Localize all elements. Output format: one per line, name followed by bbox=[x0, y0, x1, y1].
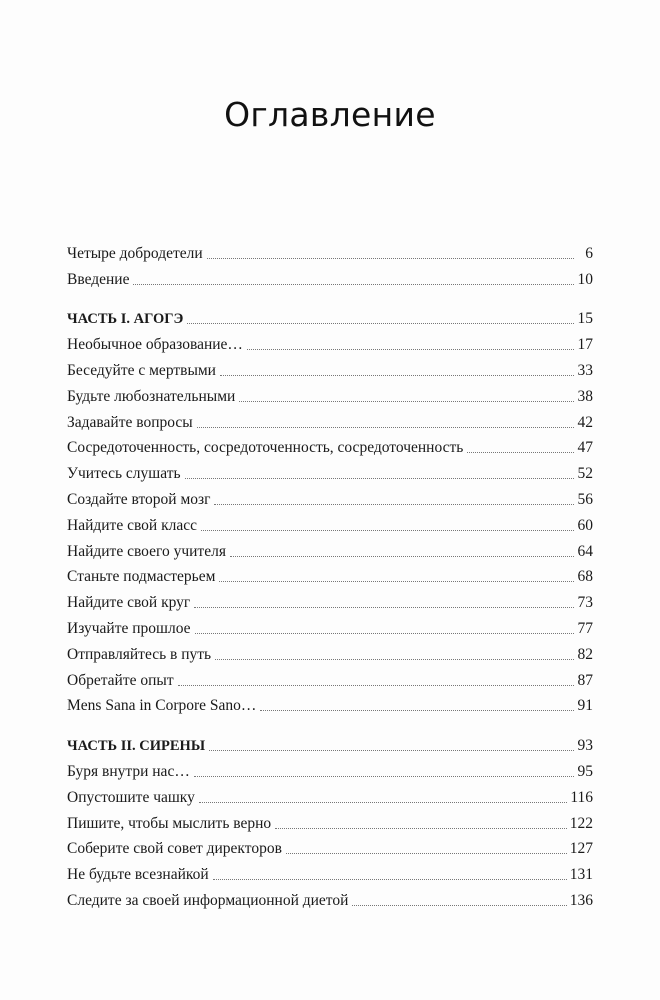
toc-entry-label: Обретайте опыт bbox=[67, 671, 174, 689]
dot-leader bbox=[194, 606, 574, 608]
toc-entry-label: Сосредоточенность, сосредоточенность, сосредоточенность bbox=[67, 439, 464, 457]
toc-entry bbox=[67, 639, 593, 665]
toc-entry bbox=[67, 458, 593, 484]
toc-entry bbox=[67, 510, 593, 536]
toc-entry-label: Изучайте прошлое bbox=[67, 619, 191, 637]
toc-part-heading bbox=[67, 304, 593, 330]
toc-entry-label: Четыре добродетели bbox=[67, 244, 203, 262]
section-gap bbox=[67, 716, 593, 730]
toc-entry-page: 10 bbox=[577, 270, 593, 288]
toc-entry-label: Следите за своей информационной диетой bbox=[67, 891, 349, 909]
toc-entry bbox=[67, 355, 593, 381]
toc-entry-label: Беседуйте с мертвыми bbox=[67, 361, 216, 379]
toc-entry-page: 47 bbox=[577, 439, 593, 457]
toc-entry-page: 93 bbox=[577, 737, 593, 755]
toc-entry bbox=[67, 484, 593, 510]
toc-entry-page: 73 bbox=[577, 594, 593, 612]
toc-entry-page: 68 bbox=[577, 568, 593, 586]
dot-leader bbox=[207, 257, 574, 259]
toc-entry-page: 91 bbox=[577, 697, 593, 715]
toc-entry-label: Найдите свой круг bbox=[67, 594, 191, 612]
toc-entry-label: Буря внутри нас… bbox=[67, 762, 190, 780]
toc-entry-page: 33 bbox=[577, 361, 593, 379]
toc-entry-page: 136 bbox=[569, 891, 593, 909]
dot-leader bbox=[213, 878, 567, 880]
toc-entry bbox=[67, 587, 593, 613]
toc-entry-label: Найдите свой класс bbox=[67, 516, 197, 534]
toc-entry bbox=[67, 859, 593, 885]
toc-part-heading bbox=[67, 730, 593, 756]
toc-entry bbox=[67, 665, 593, 691]
toc-entry-page: 122 bbox=[569, 814, 593, 832]
toc-entry-label: Опустошите чашку bbox=[67, 788, 195, 806]
toc-entry bbox=[67, 238, 593, 264]
toc-entry-page: 17 bbox=[577, 336, 593, 354]
dot-leader bbox=[230, 555, 574, 557]
toc-entry bbox=[67, 756, 593, 782]
toc-entry-label: Mens Sana in Corpore Sano… bbox=[67, 697, 257, 715]
dot-leader bbox=[352, 904, 566, 906]
toc-entry-page: 38 bbox=[577, 387, 593, 405]
toc-part-label: ЧАСТЬ I. АГОГЭ bbox=[67, 311, 184, 328]
toc-entry bbox=[67, 885, 593, 911]
toc-entry-label: Соберите свой совет директоров bbox=[67, 840, 282, 858]
toc-entry-label: Не будьте всезнайкой bbox=[67, 866, 209, 884]
toc-entry-label: Будьте любознательными bbox=[67, 387, 236, 405]
dot-leader bbox=[220, 374, 574, 376]
toc-entry bbox=[67, 264, 593, 290]
dot-leader bbox=[214, 503, 574, 505]
toc-entry-label: Найдите своего учителя bbox=[67, 542, 226, 560]
toc-entry-page: 82 bbox=[577, 645, 593, 663]
toc-entry-page: 127 bbox=[569, 840, 593, 858]
dot-leader bbox=[215, 658, 574, 660]
toc-entry bbox=[67, 433, 593, 459]
table-of-contents bbox=[67, 238, 593, 911]
toc-entry bbox=[67, 691, 593, 717]
toc-entry bbox=[67, 536, 593, 562]
toc-entry-label: Создайте второй мозг bbox=[67, 490, 211, 508]
toc-entry-page: 87 bbox=[577, 671, 593, 689]
toc-entry-page: 77 bbox=[577, 619, 593, 637]
dot-leader bbox=[247, 348, 574, 350]
toc-entry-page: 116 bbox=[570, 788, 593, 806]
toc-entry bbox=[67, 381, 593, 407]
toc-entry bbox=[67, 782, 593, 808]
toc-entry-label: Необычное образование… bbox=[67, 336, 243, 354]
toc-entry bbox=[67, 808, 593, 834]
toc-entry bbox=[67, 407, 593, 433]
dot-leader bbox=[219, 580, 574, 582]
dot-leader bbox=[199, 801, 567, 803]
toc-entry-page: 15 bbox=[577, 310, 593, 328]
dot-leader bbox=[467, 451, 574, 453]
toc-entry-page: 42 bbox=[577, 413, 593, 431]
section-gap bbox=[67, 290, 593, 304]
dot-leader bbox=[197, 426, 574, 428]
toc-entry-label: Введение bbox=[67, 270, 130, 288]
toc-entry-page: 64 bbox=[577, 542, 593, 560]
toc-entry bbox=[67, 834, 593, 860]
dot-leader bbox=[185, 477, 574, 479]
toc-entry-page: 60 bbox=[577, 516, 593, 534]
toc-part-label: ЧАСТЬ II. СИРЕНЫ bbox=[67, 738, 206, 755]
toc-entry-label: Станьте подмастерьем bbox=[67, 568, 216, 586]
toc-entry-label: Пишите, чтобы мыслить верно bbox=[67, 814, 272, 832]
dot-leader bbox=[187, 322, 574, 324]
dot-leader bbox=[178, 684, 574, 686]
toc-entry-page: 52 bbox=[577, 465, 593, 483]
dot-leader bbox=[194, 775, 574, 777]
toc-entry-label: Задавайте вопросы bbox=[67, 413, 193, 431]
toc-entry-page: 56 bbox=[577, 490, 593, 508]
toc-entry-page: 95 bbox=[577, 762, 593, 780]
dot-leader bbox=[286, 852, 567, 854]
page-title: Оглавление bbox=[224, 95, 436, 134]
toc-entry bbox=[67, 562, 593, 588]
dot-leader bbox=[239, 400, 574, 402]
toc-entry-page: 131 bbox=[569, 866, 593, 884]
dot-leader bbox=[195, 632, 574, 634]
toc-entry-label: Учитесь слушать bbox=[67, 465, 181, 483]
dot-leader bbox=[133, 283, 574, 285]
toc-entry-page: 6 bbox=[585, 244, 593, 262]
dot-leader bbox=[275, 827, 567, 829]
dot-leader bbox=[209, 749, 574, 751]
toc-entry bbox=[67, 613, 593, 639]
toc-entry-label: Отправляйтесь в путь bbox=[67, 645, 212, 663]
toc-entry bbox=[67, 329, 593, 355]
dot-leader bbox=[201, 529, 574, 531]
dot-leader bbox=[260, 709, 574, 711]
